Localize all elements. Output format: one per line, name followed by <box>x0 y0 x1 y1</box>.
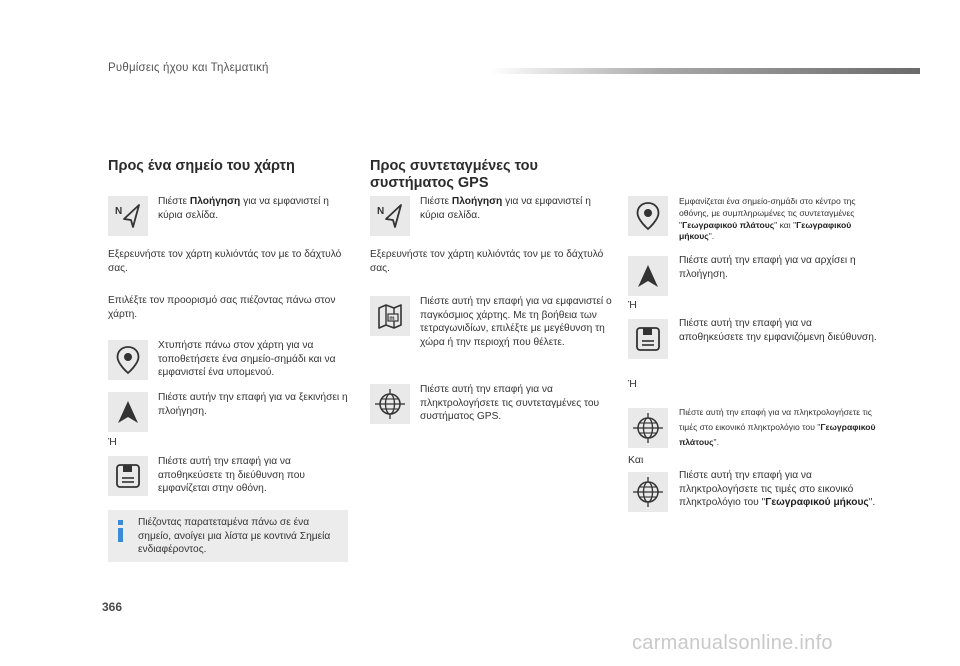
col1-or-label: Ή <box>108 436 117 448</box>
watermark: carmanualsonline.info <box>632 632 833 654</box>
col3-step2-text: Πιέστε αυτή την επαφή για να αρχίσει η πλοήγηση. <box>679 255 856 280</box>
svg-text:m: m <box>389 316 395 322</box>
col1-step4-text: Πιέστε αυτή την επαφή για να αποθηκεύσετε τη διεύθυνση που εμφανίζεται στην οθόνη. <box>158 456 306 495</box>
col2-step3-text: Πιέστε αυτή την επαφή για να πληκτρολογήσετε τις συντεταγμένες του συστήματος GPS. <box>420 384 600 423</box>
col1-para1: Εξερευνήστε τον χάρτη κυλιόντάς τον με το δάχτυλό σας. <box>108 249 342 274</box>
navigation-icon <box>108 196 148 236</box>
save-icon <box>108 456 148 496</box>
svg-text:N: N <box>115 206 123 217</box>
col1-step1-text: Πιέστε Πλοήγηση για να εμφανιστεί η κύρια σελίδα. <box>158 196 329 221</box>
start-navigation-icon <box>108 392 148 432</box>
svg-text:N: N <box>377 206 385 217</box>
globe-icon <box>628 472 668 512</box>
col3-step5-text: Πιέστε αυτή την επαφή για να πληκτρολογήσετε τις τιμές στο εικονικό πληκτρολόγιο του "Γεωγραφικού μήκους". <box>679 470 876 509</box>
col2-title-line1: Προς συντεταγμένες του <box>370 158 538 174</box>
col1-step2-text: Χτυπήστε πάνω στον χάρτη για να τοποθετήσετε ένα σημείο-σημάδι και να εμφανιστεί ένα υπομενού. <box>158 340 336 379</box>
location-pin-icon <box>628 196 668 236</box>
navigation-icon <box>370 196 410 236</box>
world-map-icon <box>370 296 410 336</box>
col3-step3-text: Πιέστε αυτή την επαφή για να αποθηκεύσετε την εμφανιζόμενη διεύθυνση. <box>679 318 877 343</box>
col2-step1-text: Πιέστε Πλοήγηση για να εμφανιστεί η κύρια σελίδα. <box>420 196 591 221</box>
col3-and-label: Και <box>628 454 644 466</box>
globe-icon <box>628 408 668 448</box>
col2-step2-text: Πιέστε αυτή την επαφή για να εμφανιστεί ο παγκόσμιος χάρτης. Με τη βοήθεια των τετραγωνιδίων, επιλέξτε με μεγέθυνση τη χώρα ή την περιοχή που θέλετε. <box>420 296 612 348</box>
location-pin-icon <box>108 340 148 380</box>
col1-title: Προς ένα σημείο του χάρτη <box>108 158 295 174</box>
page-number: 366 <box>102 600 123 614</box>
start-navigation-icon <box>628 256 668 296</box>
save-icon <box>628 319 668 359</box>
header-rule <box>490 68 920 74</box>
col3-step4-text: Πιέστε αυτή την επαφή για να πληκτρολογήσετε τις τιμές στο εικονικό πληκτρολόγιο του "Γεωγραφικού πλάτους". <box>679 407 876 447</box>
col2-title <box>370 158 538 192</box>
col3-step1-text: Εμφανίζεται ένα σημείο-σημάδι στο κέντρο της οθόνης, με συμπληρωμένες τις συντεταγμένες "Γεωγραφικού πλάτους" και "Γεωγραφικού μήκους". <box>679 196 856 242</box>
col3-or-label-1: Ή <box>628 299 637 311</box>
info-note-text: Πιέζοντας παρατεταμένα πάνω σε ένα σημείο, ανοίγει μια λίστα με κοντινά Σημεία ενδιαφέροντος. <box>138 517 331 556</box>
info-icon <box>114 518 128 544</box>
globe-icon <box>370 384 410 424</box>
col3-or-label-2: Ή <box>628 378 637 390</box>
col1-step3-text: Πιέστε αυτήν την επαφή για να ξεκινήσει η πλοήγηση. <box>158 392 348 417</box>
section-header-title: Ρυθμίσεις ήχου και Τηλεματική <box>108 62 269 74</box>
col2-title-line2: συστήματος GPS <box>370 175 489 191</box>
col2-para1: Εξερευνήστε τον χάρτη κυλιόντάς τον με το δάχτυλό σας. <box>370 249 604 274</box>
col1-para2: Επιλέξτε τον προορισμό σας πιέζοντας πάνω στον χάρτη. <box>108 295 336 320</box>
